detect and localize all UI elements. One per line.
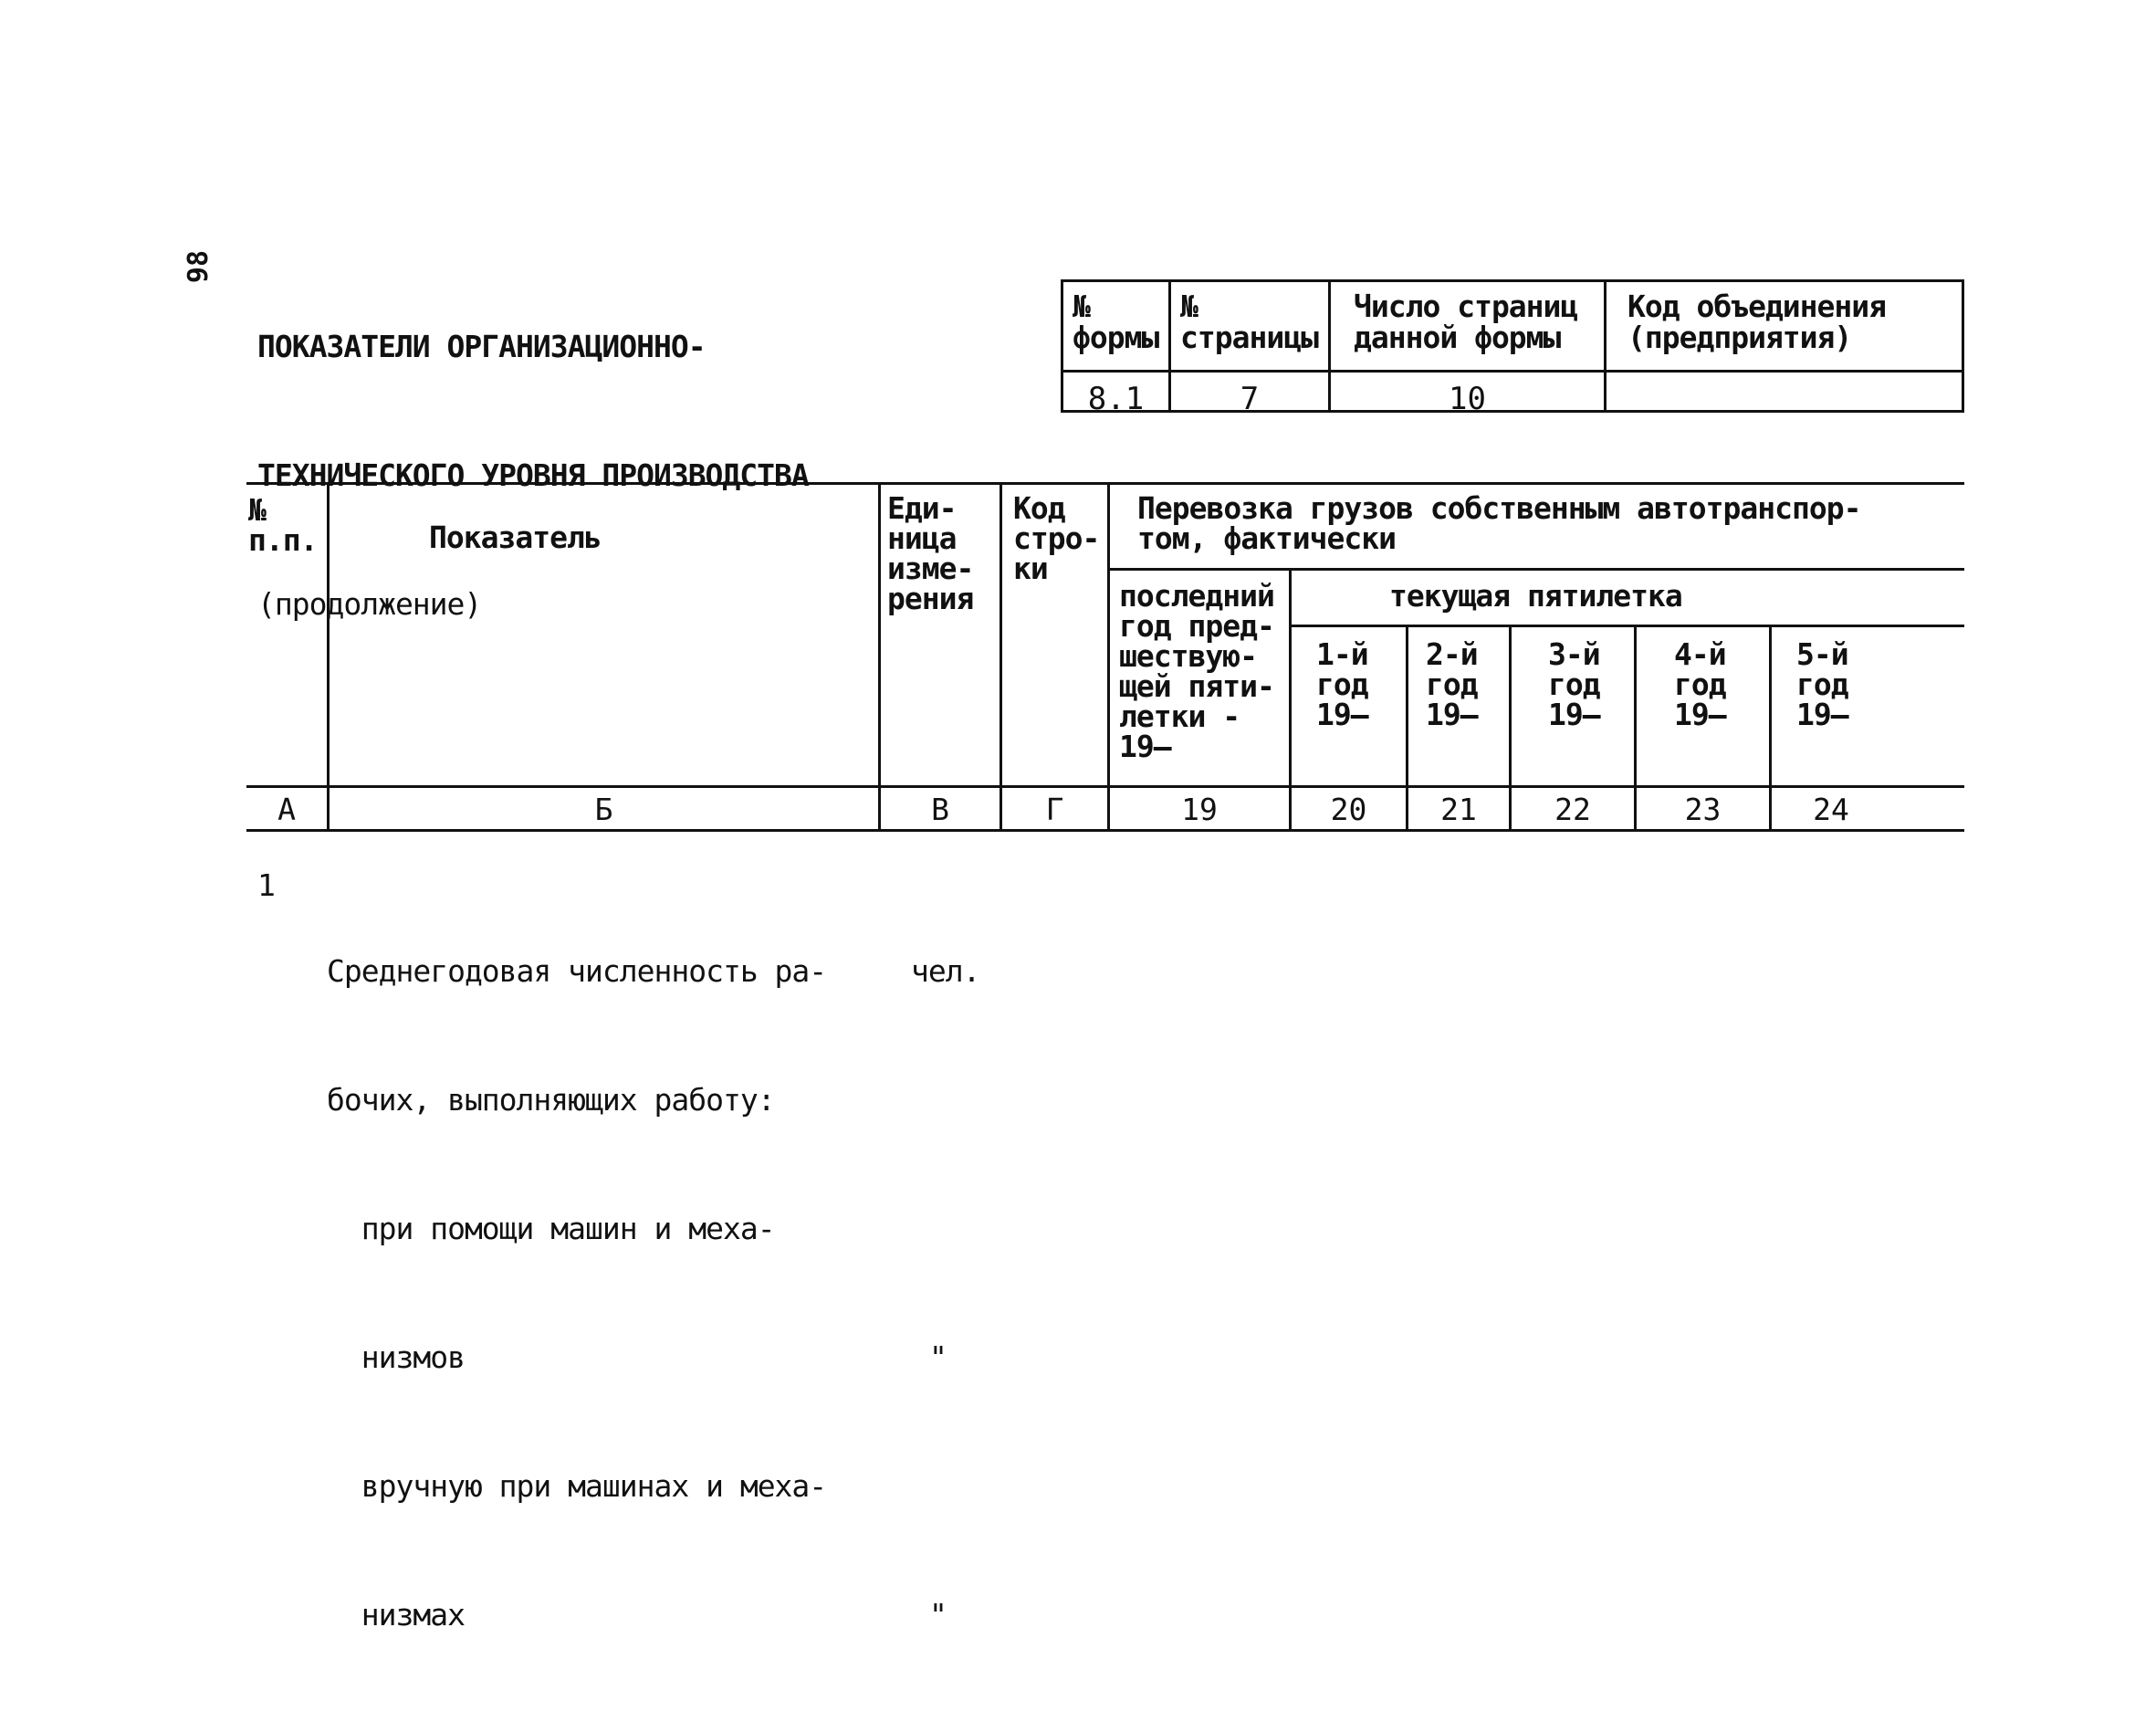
header-num: № п.п. (248, 492, 318, 558)
row-text-line: низмах (327, 1597, 465, 1633)
row-unit (911, 1078, 984, 1121)
header-year-5: 5-й год 19— (1796, 636, 1848, 732)
header-line-code: Код стро- ки (1013, 490, 1100, 586)
row-number: 1 (257, 867, 275, 903)
column-code-24: 24 (1813, 792, 1849, 827)
page-number: 98 (183, 249, 215, 284)
row-text-line: бочих, выполняющих работу: (327, 1082, 775, 1118)
page-number-header: № страницы (1180, 289, 1318, 355)
row-text-line: вручную при машинах и меха- (327, 1468, 827, 1504)
column-code-23: 23 (1684, 792, 1722, 827)
form-number-value: 8.1 (1087, 381, 1145, 417)
row-text-line: при помощи машин и меха- (327, 1211, 775, 1246)
column-code-a: А (277, 792, 296, 827)
row-unit-ditto: " (929, 1597, 947, 1633)
row-unit-ditto: " (929, 1339, 947, 1375)
header-indicator: Показатель (429, 520, 602, 555)
header-last-year: последний год пред- шествую- щей пяти- летки - 19— (1119, 578, 1274, 764)
page-title (257, 239, 809, 668)
header-group: Перевозка грузов собственным автотранспор- том, фактически (1137, 490, 1861, 556)
column-code-22: 22 (1554, 792, 1591, 827)
row-unit: чел. (911, 953, 980, 989)
header-year-1: 1-й год 19— (1316, 636, 1368, 732)
header-year-3: 3-й год 19— (1548, 636, 1600, 732)
row-unit (911, 1465, 984, 1507)
row-text-line: низмов (327, 1339, 465, 1375)
column-code-g: Г (1045, 792, 1064, 827)
column-code-b: Б (594, 792, 613, 827)
title-line-2: ТЕХНИЧЕСКОГО УРОВНЯ ПРОИЗВОДСТВА (257, 457, 809, 493)
header-current-plan: текущая пятилетка (1389, 578, 1682, 614)
column-code-20: 20 (1330, 792, 1367, 827)
page-count-value: 10 (1449, 381, 1486, 417)
page-count-header: Число страниц данной формы (1354, 289, 1578, 355)
page-number-value: 7 (1240, 381, 1260, 417)
row-text-line: Среднегодовая численность ра- (327, 953, 827, 989)
form-info-table (1061, 279, 1964, 417)
column-code-v: В (931, 792, 949, 827)
form-number-header: № формы (1073, 289, 1159, 355)
title-line-1: ПОКАЗАТЕЛИ ОРГАНИЗАЦИОННО- (257, 329, 706, 364)
header-unit: Еди- ница изме- рения (887, 490, 974, 616)
column-code-19: 19 (1181, 792, 1218, 827)
row-unit (911, 1207, 984, 1250)
header-year-2: 2-й год 19— (1426, 636, 1478, 732)
header-year-4: 4-й год 19— (1674, 636, 1726, 732)
column-code-21: 21 (1440, 792, 1477, 827)
org-code-header: Код объединения (предприятия) (1627, 289, 1887, 355)
title-line-3: (продолжение) (257, 586, 482, 622)
